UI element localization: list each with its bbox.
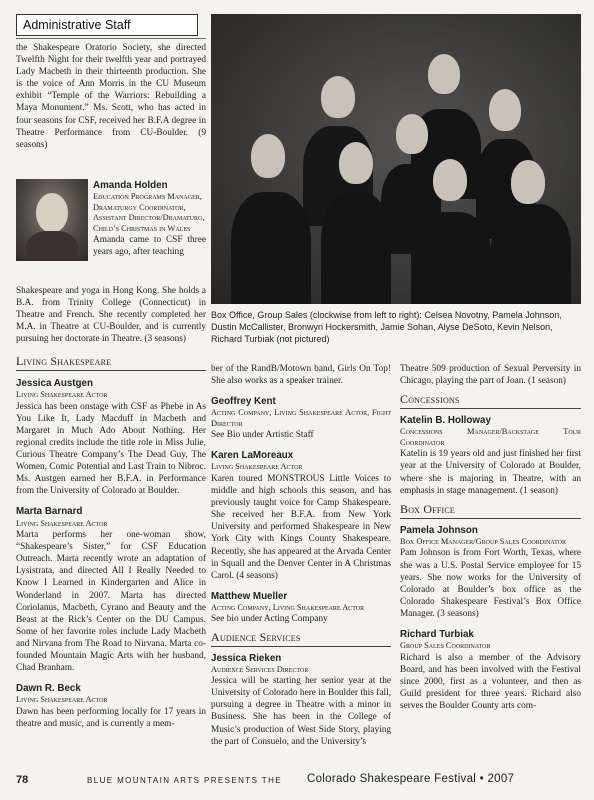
footer-right-text: Colorado Shakespeare Festival • 2007 xyxy=(307,773,515,785)
entry-bio: Katelin is 19 years old and just finished her first year at the University of Colorado at Boulder, where she is majoring in Theatre, with an emphasis in stage management. (1 season) xyxy=(400,449,581,496)
holden-bio-short: Amanda came to CSF three years ago, after teaching xyxy=(93,235,206,258)
entry-role: Acting Company, Living Shakespeare Actor, Fight Director xyxy=(211,408,391,428)
section-living-shakespeare: Living Shakespeare xyxy=(16,355,206,371)
holden-bio-rest: Shakespeare and yoga in Hong Kong. She holds a B.A. from Trinity College (Connecticut) in Theatre and French. She recently completed her M.A. in Theatre at CU-Boulder, and is currently pursuing her doctorate in Theatre. (3 seasons) xyxy=(16,286,206,345)
entry-name: Richard Turbiak xyxy=(400,629,474,640)
section-header-box xyxy=(16,14,198,36)
entry-bio: Jessica will be starting her senior year at the University of Colorado here in Boulder this fall, pursuing a degree in Theatre with a minor in Business. She has been in the College of Music’s production of West Side Story, playing the part of Consuelo, and the University’s xyxy=(211,676,391,747)
entry-bio: Jessica has been onstage with CSF as Phebe in As You Like It, Lady Macduff in Macbeth and Margaret in Much Ado About Nothing. Her regional credits include the title role in Miss Julie, Curious Theatre Company’s The Dead Guy, The Women, Comic Potential and Last Train to Nibroc. Ms. Austgen earned her B.F.A. in Performance from the University of Colorado at Boulder. xyxy=(16,401,206,497)
entry-role: Living Shakespeare Actor xyxy=(16,695,108,705)
amanda-holden-photo xyxy=(16,179,88,261)
continued-text: ber of the RandB/Motown band, Girls On Top! She also works as a speaker trainer. xyxy=(211,364,391,387)
entry-bio: See bio under Acting Company xyxy=(211,614,328,625)
entry-role: Box Office Manager/Group Sales Coordinator xyxy=(400,536,566,546)
entry-name: Jessica Austgen xyxy=(16,378,93,390)
group-photo xyxy=(211,14,581,304)
entry-bio: Dawn has been performing locally for 17 years in theatre and music, and is currently a mem- xyxy=(16,706,206,729)
intro-paragraph: the Shakespeare Oratorio Society, she directed Twelfth Night for their twelfth year and portrayed Lady Macbeth in their thirteenth production. She is the voice of Ann Morris in the CU Museum exhibit “Temple of the Warriors: Rebuilding a Maya Monument.” Ms. Scott, who has acted in four seasons for CSF, received her B.F.A degree in Theatre Performance from CU-Boulder. (9 seasons) xyxy=(16,43,206,150)
entry-role: Living Shakespeare Actor xyxy=(211,462,303,472)
continued-text: Theatre 509 production of Sexual Perversity in Chicago, playing the part of Joan. (1 season) xyxy=(400,364,581,387)
header-rule xyxy=(16,38,206,39)
entry-name: Matthew Mueller xyxy=(211,590,288,602)
entry-bio: Pam Johnson is from Fort Worth, Texas, where she was a U.S. Postal Service employee for 15 years. She now works for the University of Colorado at Boulder’s box office as the Colorado Shakespeare Festival’s Box Office Manager. (3 seasons) xyxy=(400,548,581,619)
entry-bio: Richard is also a member of the Advisory Board, and has been involved with the Festival since 2000, first as a volunteer, and then as Guild president for three years. Richard also serves the Boulder County arts com- xyxy=(400,652,581,711)
holden-text xyxy=(93,180,206,258)
section-concessions: Concessions xyxy=(400,393,581,409)
entry-bio: See Bio under Artistic Staff xyxy=(211,430,314,441)
section-header: Administrative Staff xyxy=(23,18,131,32)
holden-bio-block xyxy=(16,285,206,345)
entry-name: Dawn R. Beck xyxy=(16,683,81,695)
intro-block xyxy=(16,42,206,151)
section-box-office: Box Office xyxy=(400,503,581,519)
page-number: 78 xyxy=(16,774,29,786)
entry-bio: Karen toured MONSTROUS Little Voices to middle and high schools this season, and has previously taught voice for Camp Shakespeare. She received her B.F.A. from New York University and performed Shakespeare in New York City with Kings County Shakespeare. Recently, she has appeared at the Arvada Center in Squall and the Denver Center in A Christmas Carol. (4 seasons) xyxy=(211,473,391,581)
entry-role: Living Shakespeare Actor xyxy=(16,518,108,528)
holden-name: Amanda Holden xyxy=(93,180,168,191)
entry-role: Concessions Manager/Backstage Tour Coordinator xyxy=(400,427,581,447)
entry-name: Jessica Rieken xyxy=(211,652,282,664)
entry-name: Marta Barnard xyxy=(16,506,83,518)
section-audience-services: Audience Services xyxy=(211,631,391,647)
entry-role: Acting Company, Living Shakespeare Actor xyxy=(211,602,365,612)
entry-role: Audience Services Director xyxy=(211,664,309,674)
entry-name: Geoffrey Kent xyxy=(211,396,276,408)
footer-left-text: BLUE MOUNTAIN ARTS PRESENTS THE xyxy=(87,776,282,785)
column-1 xyxy=(16,355,206,730)
entry-role: Living Shakespeare Actor xyxy=(16,390,108,400)
entry-name: Pamela Johnson xyxy=(400,524,478,536)
column-3 xyxy=(400,363,581,712)
holden-role: Education Programs Manager, Dramaturgy Coordinator, Assistant Director/Dramaturg, Child’s Christmas in Wales xyxy=(93,192,205,233)
entry-role: Group Sales Coordinator xyxy=(400,641,491,651)
entry-name: Katelin B. Holloway xyxy=(400,415,491,427)
entry-bio: Marta performs her one-woman show, “Shakespeare’s Sister,” for CSF Education Outreach. Marta recently wrote an adaptation of Lysistrata, and directed All I Really Needed to Know I Learned in Kindergarten and Alice in Wonderland in 2007. Marta has directed Coriolanus, Macbeth, Cyrano and Beauty and the Beast at the Rick’s Center on the DU Campus. Some of her favorite roles include Lady Macbeth and Nirvana from The Road to Nirvana. Marta co-founded Mountain Magic Arts with her husband, Chad Branham. xyxy=(16,530,206,674)
column-2 xyxy=(211,363,391,748)
entry-name: Karen LaMoreaux xyxy=(211,450,294,462)
photo-caption: Box Office, Group Sales (clockwise from left to right): Celsea Novotny, Pamela Johnson, Dustin McCallister, Bronwyn Hockersmith, Jamie Sohan, Alyse DeSoto, Kevin Nelson, Richard Turbiak (not pictured) xyxy=(211,310,562,344)
